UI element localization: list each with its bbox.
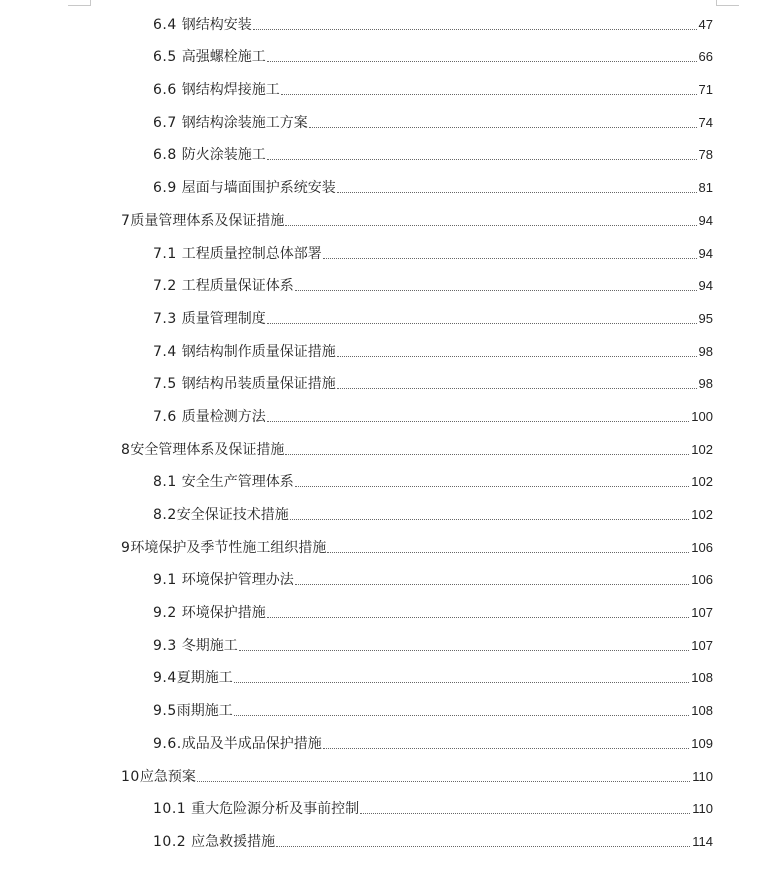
toc-entry-title: 应急预案 bbox=[139, 768, 196, 785]
toc-entry-title: 环境保护及季节性施工组织措施 bbox=[130, 539, 327, 556]
toc-entry-number: 9 bbox=[121, 539, 131, 556]
toc-entry-page-number: 78 bbox=[698, 147, 713, 163]
toc-entry-number: 7.1 bbox=[153, 245, 182, 262]
toc-entry-title: 环境保护措施 bbox=[181, 605, 266, 622]
toc-dot-leader bbox=[239, 649, 690, 651]
toc-entry[interactable] bbox=[0, 136, 780, 169]
toc-entry[interactable] bbox=[0, 332, 780, 365]
toc-entry-title: 安全保证技术措施 bbox=[176, 507, 289, 523]
toc-entry-page-number: 114 bbox=[692, 833, 713, 849]
toc-entry[interactable] bbox=[0, 38, 780, 71]
toc-entry[interactable] bbox=[0, 495, 780, 528]
toc-entry[interactable] bbox=[0, 267, 780, 300]
toc-dot-leader bbox=[285, 453, 689, 455]
toc-entry-number: 9.5 bbox=[153, 703, 177, 720]
toc-entry-title: 工程质量保证体系 bbox=[181, 278, 294, 295]
toc-entry-number: 6.5 bbox=[153, 49, 182, 66]
toc-dot-leader bbox=[267, 60, 697, 62]
toc-entry-title: 质量检测方法 bbox=[181, 408, 266, 425]
toc-entry-number: 7.4 bbox=[153, 343, 182, 360]
toc-entry[interactable] bbox=[0, 463, 780, 496]
toc-dot-leader bbox=[290, 518, 690, 520]
toc-entry-page-number: 107 bbox=[691, 637, 713, 653]
toc-dot-leader bbox=[234, 714, 690, 716]
toc-entry-page-number: 74 bbox=[698, 114, 713, 130]
toc-dot-leader bbox=[253, 28, 697, 30]
toc-entry-number: 6.9 bbox=[153, 180, 182, 197]
toc-dot-leader bbox=[295, 289, 697, 291]
toc-entry-title: 质量管理制度 bbox=[181, 310, 266, 327]
toc-entry[interactable] bbox=[0, 757, 780, 790]
toc-entry[interactable] bbox=[0, 822, 780, 855]
toc-entry-number: 10.2 bbox=[153, 833, 192, 850]
toc-entry-number: 7.3 bbox=[153, 310, 182, 327]
toc-entry-page-number: 106 bbox=[691, 572, 713, 588]
toc-entry[interactable] bbox=[0, 168, 780, 201]
toc-entry-title: 安全生产管理体系 bbox=[181, 474, 294, 491]
toc-dot-leader bbox=[267, 158, 697, 160]
toc-entry-title: 应急救援措施 bbox=[191, 833, 276, 850]
toc-entry-page-number: 110 bbox=[692, 801, 713, 817]
toc-entry-page-number: 71 bbox=[698, 82, 713, 98]
toc-entry-number: 7.5 bbox=[153, 376, 182, 393]
toc-entry-title: 重大危险源分析及事前控制 bbox=[191, 801, 360, 818]
toc-entry-page-number: 107 bbox=[691, 605, 713, 621]
toc-entry-number: 8.1 bbox=[153, 474, 182, 491]
toc-entry[interactable] bbox=[0, 528, 780, 561]
toc-entry-page-number: 95 bbox=[698, 310, 713, 326]
toc-entry-page-number: 94 bbox=[698, 212, 713, 228]
toc-entry-title: 钢结构焊接施工 bbox=[181, 82, 280, 99]
toc-dot-leader bbox=[337, 355, 697, 357]
toc-entry-title: 成品及半成品保护措施 bbox=[181, 735, 322, 752]
toc-entry-title: 工程质量控制总体部署 bbox=[181, 245, 322, 262]
toc-entry[interactable] bbox=[0, 103, 780, 136]
toc-entry-number: 9.6. bbox=[153, 735, 182, 752]
toc-entry-page-number: 109 bbox=[691, 735, 713, 751]
toc-entry-title: 防火涂装施工 bbox=[181, 147, 266, 164]
toc-entry-page-number: 110 bbox=[692, 768, 713, 784]
toc-entry-number: 9.2 bbox=[153, 605, 182, 622]
toc-entry-title: 屋面与墙面围护系统安装 bbox=[181, 180, 336, 197]
toc-dot-leader bbox=[267, 616, 690, 618]
toc-entry-number: 10 bbox=[121, 768, 140, 785]
toc-entry-page-number: 102 bbox=[691, 507, 713, 522]
toc-dot-leader bbox=[337, 387, 697, 389]
toc-entry[interactable] bbox=[0, 234, 780, 267]
toc-entry[interactable] bbox=[0, 430, 780, 463]
toc-entry[interactable] bbox=[0, 790, 780, 823]
toc-entry-page-number: 98 bbox=[698, 343, 713, 359]
toc-dot-leader bbox=[267, 420, 690, 422]
toc-entry-number: 6.6 bbox=[153, 82, 182, 99]
toc-entry-number: 9.4 bbox=[153, 670, 177, 687]
toc-entry-title: 质量管理体系及保证措施 bbox=[130, 212, 285, 229]
toc-dot-leader bbox=[337, 191, 697, 193]
toc-entry[interactable] bbox=[0, 201, 780, 234]
toc-entry[interactable] bbox=[0, 5, 780, 38]
toc-entry-number: 6.4 bbox=[153, 16, 182, 33]
toc-dot-leader bbox=[197, 780, 690, 782]
toc-dot-leader bbox=[295, 583, 690, 585]
toc-entry-page-number: 94 bbox=[698, 278, 713, 294]
toc-dot-leader bbox=[281, 93, 697, 95]
toc-entry-number: 9.3 bbox=[153, 637, 182, 654]
toc-entry-title: 安全管理体系及保证措施 bbox=[130, 441, 285, 458]
toc-entry-title: 冬期施工 bbox=[181, 637, 238, 654]
toc-entry-title: 环境保护管理办法 bbox=[181, 572, 294, 589]
toc-entry-number: 9.1 bbox=[153, 572, 182, 589]
toc-entry-page-number: 106 bbox=[691, 539, 713, 555]
toc-dot-leader bbox=[327, 551, 689, 553]
toc-entry-number: 7.6 bbox=[153, 408, 182, 425]
toc-entry-page-number: 66 bbox=[698, 49, 713, 65]
table-of-contents bbox=[0, 5, 780, 855]
toc-dot-leader bbox=[323, 257, 697, 259]
toc-entry-number: 10.1 bbox=[153, 801, 192, 818]
toc-entry-page-number: 98 bbox=[698, 376, 713, 392]
toc-entry-title: 钢结构制作质量保证措施 bbox=[181, 343, 336, 360]
toc-entry-number: 8.2 bbox=[153, 507, 177, 523]
toc-dot-leader bbox=[360, 812, 690, 814]
toc-entry-title: 钢结构吊装质量保证措施 bbox=[181, 376, 336, 393]
toc-entry-page-number: 102 bbox=[691, 441, 713, 457]
toc-entry[interactable] bbox=[0, 70, 780, 103]
toc-dot-leader bbox=[276, 845, 690, 847]
toc-entry-page-number: 102 bbox=[691, 474, 713, 490]
toc-entry[interactable] bbox=[0, 691, 780, 724]
toc-entry-title: 雨期施工 bbox=[176, 703, 233, 720]
toc-entry-number: 7 bbox=[121, 212, 131, 229]
toc-entry[interactable] bbox=[0, 397, 780, 430]
toc-entry-page-number: 94 bbox=[698, 245, 713, 261]
toc-entry-number: 8 bbox=[121, 441, 131, 458]
toc-entry[interactable] bbox=[0, 724, 780, 757]
toc-entry-number: 7.2 bbox=[153, 278, 182, 295]
toc-entry-number: 6.7 bbox=[153, 114, 182, 131]
toc-dot-leader bbox=[234, 681, 690, 683]
toc-entry[interactable] bbox=[0, 626, 780, 659]
toc-entry[interactable] bbox=[0, 561, 780, 594]
toc-dot-leader bbox=[285, 224, 696, 226]
toc-dot-leader bbox=[295, 485, 690, 487]
toc-entry-page-number: 47 bbox=[698, 16, 713, 32]
toc-entry-page-number: 81 bbox=[698, 180, 713, 196]
toc-dot-leader bbox=[323, 747, 690, 749]
toc-entry-number: 6.8 bbox=[153, 147, 182, 164]
toc-entry-page-number: 100 bbox=[691, 408, 713, 424]
toc-dot-leader bbox=[267, 322, 697, 324]
toc-entry[interactable] bbox=[0, 365, 780, 398]
toc-dot-leader bbox=[309, 126, 697, 128]
toc-entry[interactable] bbox=[0, 299, 780, 332]
toc-entry-page-number: 108 bbox=[691, 670, 713, 686]
toc-entry[interactable] bbox=[0, 593, 780, 626]
toc-entry[interactable] bbox=[0, 659, 780, 692]
toc-entry-title: 高强螺栓施工 bbox=[181, 49, 266, 66]
toc-entry-page-number: 108 bbox=[691, 703, 713, 719]
toc-entry-title: 夏期施工 bbox=[176, 670, 233, 687]
toc-entry-title: 钢结构安装 bbox=[181, 16, 252, 33]
toc-entry-title: 钢结构涂装施工方案 bbox=[181, 114, 308, 131]
